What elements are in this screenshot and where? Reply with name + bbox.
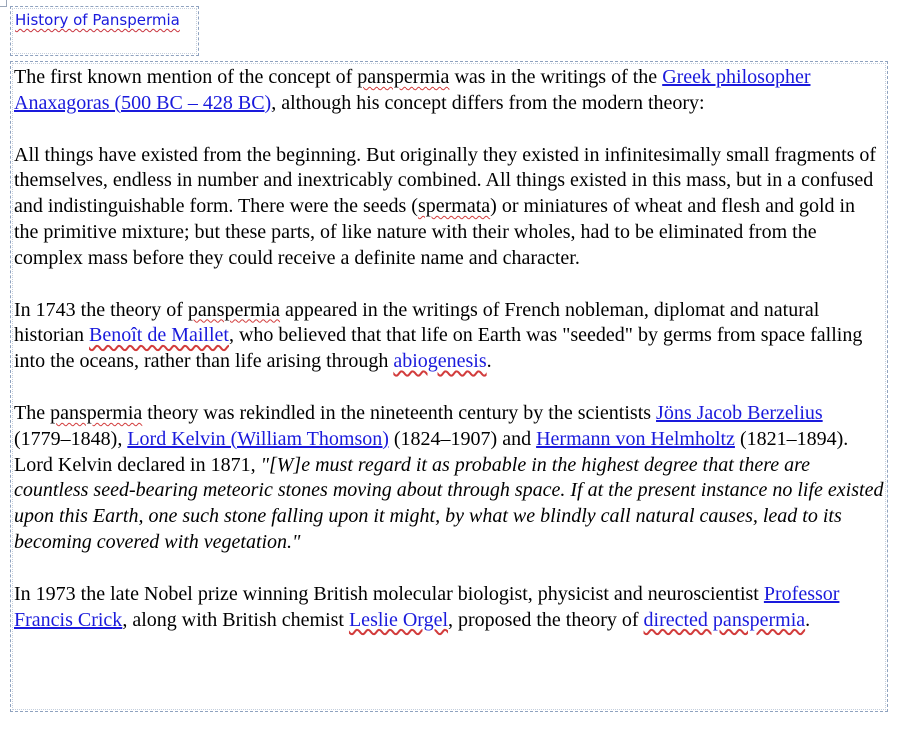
text-run: , along with British chemist [122,608,349,631]
spellcheck-word-spermata: spermata [417,195,491,218]
text-frame-anchor-marker [0,0,7,7]
text-run: (1779–1848), [14,427,128,450]
link-leslie-orgel[interactable]: Leslie Orgel [348,608,449,631]
text-run: In 1973 the late Nobel prize winning British molecular biologist, physicist and neuroscientist [14,582,764,605]
text-run: , proposed the theory of [448,608,644,631]
text-run: (1824–1907) and [388,427,537,450]
link-francis-crick[interactable]: Professor Francis Crick [14,582,840,631]
spellcheck-word-panspermia: panspermia [357,66,450,88]
spellcheck-word-panspermia: panspermia [187,298,281,321]
text-run: In 1743 the theory of [14,298,188,321]
title-link[interactable]: History of Panspermia [15,11,180,29]
paragraph-nineteenth-century [14,401,884,556]
text-run: The first known mention of the concept of [14,66,358,88]
title-text-frame[interactable] [10,6,199,56]
text-run: ) or miniatures of wheat and flesh and gold in the primitive mixture; but these parts, of like nature with their wholes, had to be eliminated from the complex mass before they could receive a definite name and character. [14,195,856,269]
text-run: The [14,401,51,424]
text-run: . [805,608,811,631]
link-directed-panspermia[interactable]: directed panspermia [643,608,806,631]
link-benoit-de-maillet[interactable]: Benoît de Maillet [89,324,229,347]
link-abiogenesis[interactable]: abiogenesis [393,350,487,373]
text-run: theory was rekindled in the nineteenth century by the scientists [142,401,657,424]
paragraph-anaxagoras-quote [14,143,884,272]
content-text-frame[interactable] [10,61,888,712]
spellcheck-word-panspermia: panspermia [50,401,143,424]
link-hermann-von-helmholtz[interactable]: Hermann von Helmholtz [536,427,735,450]
text-run: All things have existed from the beginning. But originally they existed in infinitesimally small fragments of themselves, endless in number and inextricably combined. All things existed in this mass, but in a confused and indistinguishable form. There were the seeds ( [14,143,877,218]
link-lord-kelvin[interactable]: Lord Kelvin (William Thomson) [127,427,389,450]
text-run: (1821–1894). Lord Kelvin declared in 1871, [14,427,849,476]
text-run: , who believed that that life on Earth was "seeded" by germs from space falling into the oceans, rather than life arising through [14,324,863,373]
paragraph-anaxagoras [14,65,884,117]
text-run: , although his concept differs from the modern theory: [271,91,705,114]
text-run: appeared in the writings of French nobleman, diplomat and natural historian [14,298,820,347]
text-run: was in the writings of the [449,66,663,88]
kelvin-quote: "[W]e must regard it as probable in the highest degree that there are countless seed-bearing meteoric stones moving about through space. If at the present instance no life existed upon this Earth, one such stone falling upon it might, by what we blindly call natural causes, lead to its becoming covered with vegetation." [14,453,884,553]
text-run: . [486,350,492,373]
paragraph-crick-orgel [14,582,884,634]
paragraph-de-maillet [14,298,884,375]
link-jons-jacob-berzelius[interactable]: Jöns Jacob Berzelius [656,401,823,424]
link-anaxagoras[interactable]: Greek philosopher Anaxagoras (500 BC – 428 BC) [14,66,811,114]
